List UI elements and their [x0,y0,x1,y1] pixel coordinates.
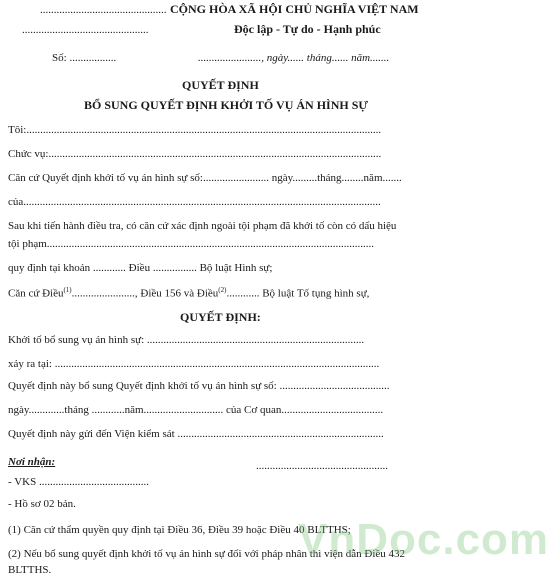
decision-heading: QUYẾT ĐỊNH: [180,310,261,324]
blttths-text: ............ Bộ luật Tố tụng hình sự, [226,287,370,300]
recipient-vks: - VKS ........................................ [8,476,149,488]
motto: Độc lập - Tự do - Hạnh phúc [234,22,381,36]
country-name: CỘNG HÒA XÃ HỘI CHỦ NGHĨA VIỆT NAM [170,2,419,16]
line-can-cu-qd: Căn cứ Quyết định khởi tố vụ án hình sự số:........................ ngày.........tháng........năm....... [8,172,402,184]
line-chuc-vu: Chức vụ:......................................................................................................................... [8,148,382,160]
number-label: Số: [52,52,67,64]
can-cu-dieu-text: Căn cứ Điều [8,287,64,300]
footnote-ref-2: (2) [218,286,227,294]
agency-line-2: .............................................. [22,24,149,36]
place-date: ......................., ngày...... tháng...... năm....... [198,52,390,64]
line-khoi-to: Khởi tố bổ sung vụ án hình sự: ............................................................................... [8,334,365,346]
line-toi-pham: tội phạm....................................................................................................................... [8,238,375,250]
dieu-156-text: ......................., Điều 156 và Điều [71,287,219,300]
number-dots: ................. [69,52,117,64]
line-sau-khi: Sau khi tiến hành điều tra, có căn cứ xác định ngoài tội phạm đã khởi tố còn có dấu hiệu [8,220,397,232]
agency-line-1: .............................................. [40,4,167,16]
title-sub: BỔ SUNG QUYẾT ĐỊNH KHỞI TỐ VỤ ÁN HÌNH SỰ [84,98,368,112]
note-2-line-1: (2) Nếu bổ sung quyết định khởi tố vụ án hình sự đối với pháp nhân thì viện dẫn Điều 432 [8,548,406,560]
line-xay-ra: xảy ra tại: ...................................................................................................................... [8,358,380,370]
line-ngay-co-quan: ngày.............tháng ............năm............................. của Cơ quan..................................... [8,404,384,416]
line-cua: của.................................................................................................................................. [8,196,381,208]
note-1: (1) Căn cứ thẩm quyền quy định tại Điều 36, Điều 39 hoặc Điều 40 BLTTHS; [8,524,351,536]
line-quy-dinh: quy định tại khoản ............ Điều ................ Bộ luật Hình sự; [8,262,273,274]
recipient-ho-so: - Hồ sơ 02 bản. [8,498,76,510]
line-gui-vks: Quyết định này gửi đến Viện kiểm sát ........................................................................... [8,428,384,440]
line-toi: Tôi:................................................................................................................................. [8,124,382,136]
title-main: QUYẾT ĐỊNH [182,78,259,92]
line-can-cu-dieu [8,286,369,300]
recipients-label: Nơi nhận: [8,456,56,468]
number-field [52,52,116,64]
note-2-line-2: BLTTHS. [8,564,52,576]
footnote-ref-1: (1) [63,286,72,294]
signer-dots: ................................................ [256,460,388,472]
line-bo-sung: Quyết định này bổ sung Quyết định khởi tố vụ án hình sự số: ........................................ [8,380,390,392]
watermark-logo: VnDoc.com [298,515,549,564]
